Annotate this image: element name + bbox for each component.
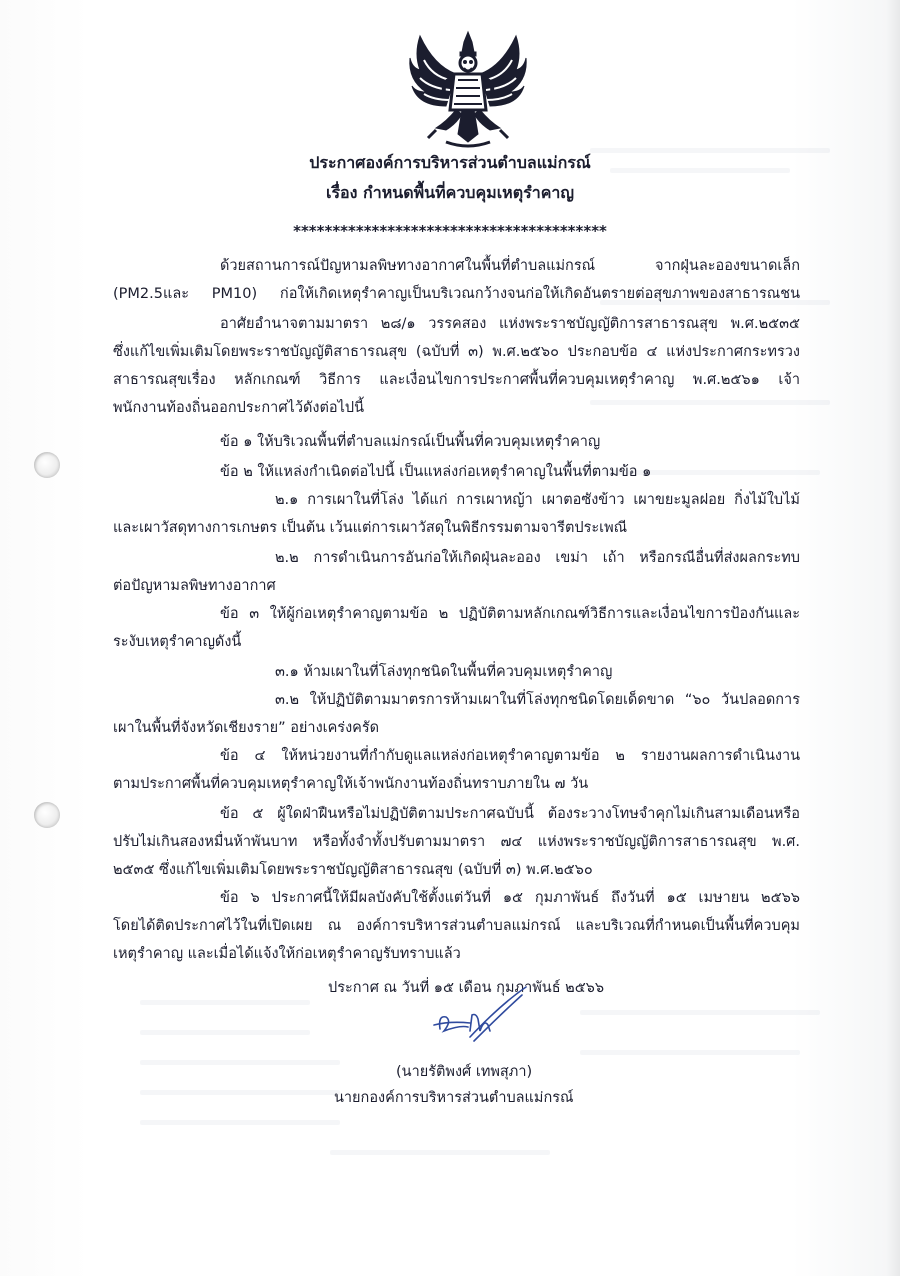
bleed-through-mark bbox=[140, 1030, 310, 1035]
clause-2-2: ๒.๒ การดำเนินการอันก่อให้เกิดฝุ่นละออง เขม่า เถ้า หรือกรณีอื่นที่ส่งผลกระทบ bbox=[275, 550, 800, 566]
clause-2-1: ๒.๑ การเผาในที่โล่ง ได้แก่ การเผาหญ้า เผาตอซังข้าว เผาขยะมูลฝอย กิ่งไม้ใบไม้ bbox=[275, 492, 800, 508]
body-line: ๒๕๓๕ ซึ่งแก้ไขเพิ่มเติมโดยพระราชบัญญัติสาธารณสุข (ฉบับที่ ๓) พ.ศ.๒๕๖๐ bbox=[113, 862, 593, 878]
clause-1: ข้อ ๑ ให้บริเวณพื้นที่ตำบลแม่กรณ์เป็นพื้นที่ควบคุมเหตุรำคาญ bbox=[220, 434, 601, 450]
signer-title: นายกองค์การบริหารส่วนตำบลแม่กรณ์ bbox=[334, 1090, 574, 1106]
body-line: และเผาวัสดุทางการเกษตร เป็นต้น เว้นแต่การเผาวัสดุในพิธีกรรมตามจารีตประเพณี bbox=[113, 520, 628, 536]
clause-5: ข้อ ๕ ผู้ใดฝ่าฝืนหรือไม่ปฏิบัติตามประกาศฉบับนี้ ต้องระวางโทษจำคุกไม่เกินสามเดือนหรือ bbox=[220, 806, 800, 822]
punch-hole-top bbox=[34, 452, 60, 478]
announcement-date: ประกาศ ณ วันที่ ๑๕ เดือน กุมภาพันธ์ ๒๕๖๖ bbox=[328, 980, 605, 996]
punch-hole-bottom bbox=[34, 802, 60, 828]
bleed-through-mark bbox=[140, 1060, 340, 1065]
announcement-title: ประกาศองค์การบริหารส่วนตำบลแม่กรณ์ bbox=[309, 153, 591, 172]
body-line: อาศัยอำนาจตามมาตรา ๒๘/๑ วรรคสอง แห่งพระราชบัญญัติการสาธารณสุข พ.ศ.๒๕๓๕ bbox=[220, 316, 800, 332]
clause-2: ข้อ ๒ ให้แหล่งกำเนิดต่อไปนี้ เป็นแหล่งก่อเหตุรำคาญในพื้นที่ตามข้อ ๑ bbox=[220, 464, 652, 480]
bleed-through-mark bbox=[580, 1010, 820, 1015]
body-line: สาธารณสุขเรื่อง หลักเกณฑ์ วิธีการ และเงื่อนไขการประกาศพื้นที่ควบคุมเหตุรำคาญ พ.ศ.๒๕๖๑ เจ้า bbox=[113, 372, 800, 388]
body-line: (PM2.5และ PM10) ก่อให้เกิดเหตุรำคาญเป็นบริเวณกว้างจนก่อให้เกิดอันตรายต่อสุขภาพของสาธารณชน bbox=[113, 286, 800, 302]
body-line: ด้วยสถานการณ์ปัญหามลพิษทางอากาศในพื้นที่ตำบลแม่กรณ์ จากฝุ่นละอองขนาดเล็ก bbox=[220, 258, 800, 274]
signer-name: (นายรัติพงศ์ เทพสุภา) bbox=[396, 1064, 533, 1080]
header-separator: **************************************** bbox=[293, 222, 607, 240]
bleed-through-mark bbox=[140, 1090, 340, 1095]
clause-3-2: ๓.๒ ให้ปฏิบัติตามมาตรการห้ามเผาในที่โล่งทุกชนิดโดยเด็ดขาด “๖๐ วันปลอดการ bbox=[275, 692, 800, 708]
garuda-emblem-icon bbox=[406, 30, 530, 154]
body-line: โดยได้ติดประกาศไว้ในที่เปิดเผย ณ องค์การบริหารส่วนตำบลแม่กรณ์ และบริเวณที่กำหนดเป็นพื้นที่ควบคุม bbox=[113, 918, 800, 934]
bleed-through-mark bbox=[590, 400, 830, 405]
bleed-through-mark bbox=[580, 1050, 800, 1055]
bleed-through-mark bbox=[330, 1150, 550, 1155]
body-line: เหตุรำคาญ และเมื่อได้แจ้งให้ก่อเหตุรำคาญรับทราบแล้ว bbox=[113, 946, 461, 962]
body-line: ปรับไม่เกินสองหมื่นห้าพันบาท หรือทั้งจำทั้งปรับตามมาตรา ๗๔ แห่งพระราชบัญญัติการสาธารณสุข พ.ศ. bbox=[113, 834, 800, 850]
body-line: ซึ่งแก้ไขเพิ่มเติมโดยพระราชบัญญัติสาธารณสุข (ฉบับที่ ๓) พ.ศ.๒๕๖๐ ประกอบข้อ ๔ แห่งประกาศกระทรวง bbox=[113, 344, 800, 360]
announcement-subject: เรื่อง กำหนดพื้นที่ควบคุมเหตุรำคาญ bbox=[325, 183, 575, 202]
handwritten-signature-icon bbox=[430, 985, 530, 1045]
body-line: พนักงานท้องถิ่นออกประกาศไว้ดังต่อไปนี้ bbox=[113, 400, 364, 416]
bleed-through-mark bbox=[140, 1120, 340, 1125]
clause-4: ข้อ ๔ ให้หน่วยงานที่กำกับดูแลแหล่งก่อเหตุรำคาญตามข้อ ๒ รายงานผลการดำเนินงาน bbox=[220, 748, 800, 764]
bleed-through-mark bbox=[140, 1000, 310, 1005]
clause-3: ข้อ ๓ ให้ผู้ก่อเหตุรำคาญตามข้อ ๒ ปฏิบัติตามหลักเกณฑ์วิธีการและเงื่อนไขการป้องกันและ bbox=[220, 606, 800, 622]
body-line: ระงับเหตุรำคาญดังนี้ bbox=[113, 634, 242, 650]
body-line: เผาในพื้นที่จังหวัดเชียงราย” อย่างเคร่งครัด bbox=[113, 720, 380, 736]
clause-6: ข้อ ๖ ประกาศนี้ให้มีผลบังคับใช้ตั้งแต่วันที่ ๑๕ กุมภาพันธ์ ถึงวันที่ ๑๕ เมษายน ๒๕๖๖ bbox=[220, 890, 800, 906]
body-line: ต่อปัญหามลพิษทางอากาศ bbox=[113, 578, 276, 594]
body-line: ตามประกาศพื้นที่ควบคุมเหตุรำคาญให้เจ้าพนักงานท้องถิ่นทราบภายใน ๗ วัน bbox=[113, 776, 589, 792]
clause-3-1: ๓.๑ ห้ามเผาในที่โล่งทุกชนิดในพื้นที่ควบคุมเหตุรำคาญ bbox=[275, 664, 613, 680]
